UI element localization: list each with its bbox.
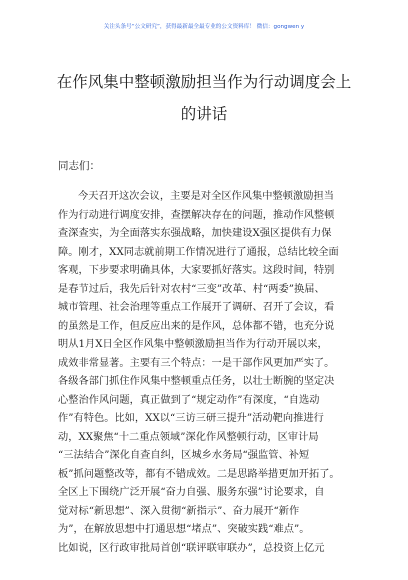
body-line: 今天召开这次会议，主要是对全区作风集中整顿激励担当 — [78, 191, 334, 202]
body-line: 全区上下围绕广泛开展“奋力自强、服务东强”讨论要求，自 — [58, 487, 325, 498]
body-line: 心整治作风问题，真正做到了“规定动作”有深度，“自选动 — [58, 394, 320, 406]
body-line: 的虽然是工作，但反应出来的是作风，总体都不错，也充分说 — [58, 320, 335, 332]
body-line: 为”，在解放思想中打通思想“堵点”、突破实践“难点”。 — [58, 524, 310, 535]
body-line: 客观，下步要求明确具体，大家要抓好落实。这段时间，特别 — [58, 265, 335, 276]
body-line: 是春节过后，我先后针对农村“三变”改革、村“两委”换届、 — [58, 283, 325, 295]
body-line: 各级各部门抓住作风集中整顿重点任务，以壮士断腕的坚定决 — [58, 376, 335, 387]
title-line-2: 的讲话 — [180, 105, 228, 123]
body-line: 城市管理、社会治理等重点工作展开了调研、召开了会议，看 — [58, 302, 335, 313]
body-line: 作”有特色。比如，XX以“三访三研三提升”活动靶向推进行 — [58, 413, 324, 424]
body-line: 动，XX聚焦“十二重点领域”深化作风整顿行动，区审计局 — [58, 431, 319, 443]
document-body — [58, 188, 364, 558]
body-line: 明从1月X日全区作风集中整顿激励担当作为行动开展以来， — [58, 339, 328, 350]
body-line: 觉对标“新思想”、深入贯彻“新指示”、奋力展开“新作 — [58, 505, 300, 517]
body-line: “三法结合”深化自查自纠，区城乡水务局“强监管、补短 — [58, 450, 310, 461]
document-title — [40, 66, 368, 130]
body-line: 板”抓问题整改等，都有不错成效。二是思路举措更加开拓了。 — [58, 468, 340, 480]
title-line-1: 在作风集中整顿激励担当作为行动调度会上 — [56, 73, 352, 91]
body-line: 成效非常显著。主要有三个特点：一是干部作风更加严实了。 — [58, 357, 335, 369]
body-line: 作为行动进行调度安排，查摆解决存在的问题，推动作风整顿 — [58, 209, 335, 221]
body-line: 比如说，区行政审批局首创“联评联审联办”，总投资上亿元 — [58, 542, 325, 554]
body-line: 障。刚才，XX同志就前期工作情况进行了通报，总结比较全面 — [58, 246, 339, 258]
salutation: 同志们： — [58, 160, 100, 172]
body-line: 查深查实，为全面落实东强战略，加快建设X强区提供有力保 — [58, 228, 332, 239]
header-banner: 关注头条号“公文研究”，获得最新最全最专业的公文资料库！ 微信：gongwen y — [103, 24, 305, 30]
